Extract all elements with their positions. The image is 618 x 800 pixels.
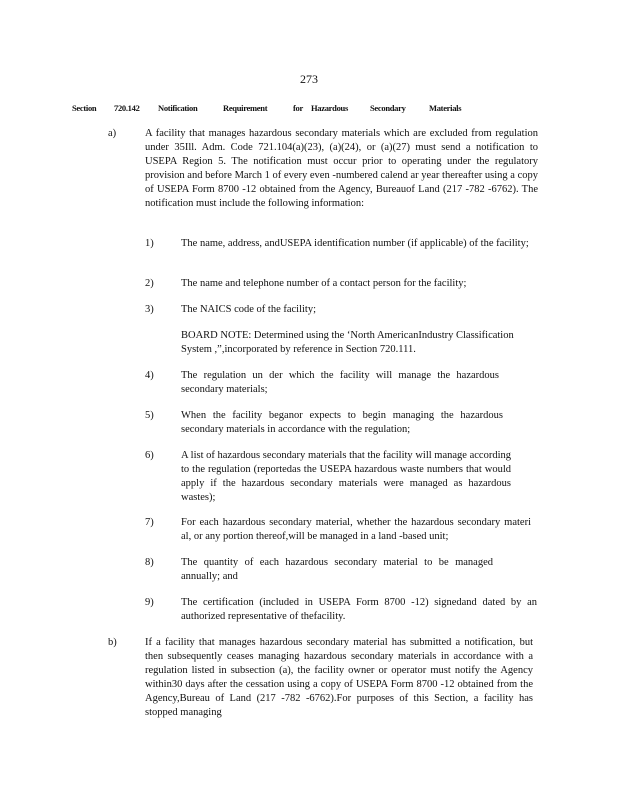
item-label: 7) xyxy=(145,517,154,528)
section-label: Section xyxy=(72,103,97,113)
item-text: The quantity of each hazardous secondary material to be managed annually; and xyxy=(181,557,493,582)
section-title-word: Materials xyxy=(429,103,462,113)
item-label: 2) xyxy=(145,278,154,289)
item-label: 3) xyxy=(145,304,154,315)
section-title-word: for xyxy=(293,103,303,113)
item-text: A list of hazardous secondary materials that the facility will manage according to the regulation (reportedas the USEPA hazardous waste numbers that would apply if the hazardous secondary materials were managed as hazardous wastes); xyxy=(181,450,511,503)
item-label: 4) xyxy=(145,370,154,381)
section-title-word: Requirement xyxy=(223,103,268,113)
item-label: 6) xyxy=(145,450,154,461)
item-label: 8) xyxy=(145,557,154,568)
item-text: The name and telephone number of a contact person for the facility; xyxy=(181,278,467,289)
paragraph-b-text: If a facility that manages hazardous secondary material has submitted a notification, but then subsequently ceases managing hazardous secondary materials in accordance with a regulation listed in subsection (a), the facility owner or operator must notify the Agency within30 days after the cessation using a copy of USEPA Form 8700 -12 obtained from the Agency,Bureau of Land (217 -782 -6762).For purposes of this Section, a facility has stopped managing xyxy=(145,637,533,718)
item-label: 5) xyxy=(145,410,154,421)
item-text: For each hazardous secondary material, whether the hazardous secondary materi al, or any portion thereof,will be managed in a land -based unit; xyxy=(181,517,531,542)
section-number: 720.142 xyxy=(114,103,140,113)
item-text: The NAICS code of the facility; xyxy=(181,304,317,315)
paragraph-a-text: A facility that manages hazardous secondary materials which are excluded from regulation under 35Ill. Adm. Code 721.104(a)(23), (a)(24), or (a)(27) must send a notification to USEPA Region 5. The notification must occur prior to operating under the regulatory provision and before March 1 of every even -numbered calend ar year thereafter using a copy of USEPA Form 8700 -12 obtained from the Agency, Bureauof Land (217 -782 -6762). The notification must include the following information: xyxy=(145,128,538,209)
page-number: 273 xyxy=(300,72,318,86)
item-text: The regulation un der which the facility will manage the hazardous secondary materials; xyxy=(181,370,499,395)
section-title-word: Hazardous xyxy=(311,103,348,113)
item-label: 9) xyxy=(145,597,154,608)
section-header xyxy=(72,103,462,117)
section-title-word: Secondary xyxy=(370,103,406,113)
item-label: 1) xyxy=(145,238,154,249)
paragraph-b-label: b) xyxy=(108,637,117,648)
item-text: The certification (included in USEPA Form 8700 -12) signedand dated by an authorized representative of thefacility. xyxy=(181,597,537,622)
board-note: BOARD NOTE: Determined using the ‘North AmericanIndustry Classification System ,”,incorporated by reference in Section 720.111. xyxy=(181,330,514,355)
paragraph-a-label: a) xyxy=(108,128,117,139)
item-text: The name, address, andUSEPA identification number (if applicable) of the facility; xyxy=(181,238,529,249)
item-text: When the facility beganor expects to begin managing the hazardous secondary materials in accordance with the regulation; xyxy=(181,410,503,435)
section-title-word: Notification xyxy=(158,103,198,113)
